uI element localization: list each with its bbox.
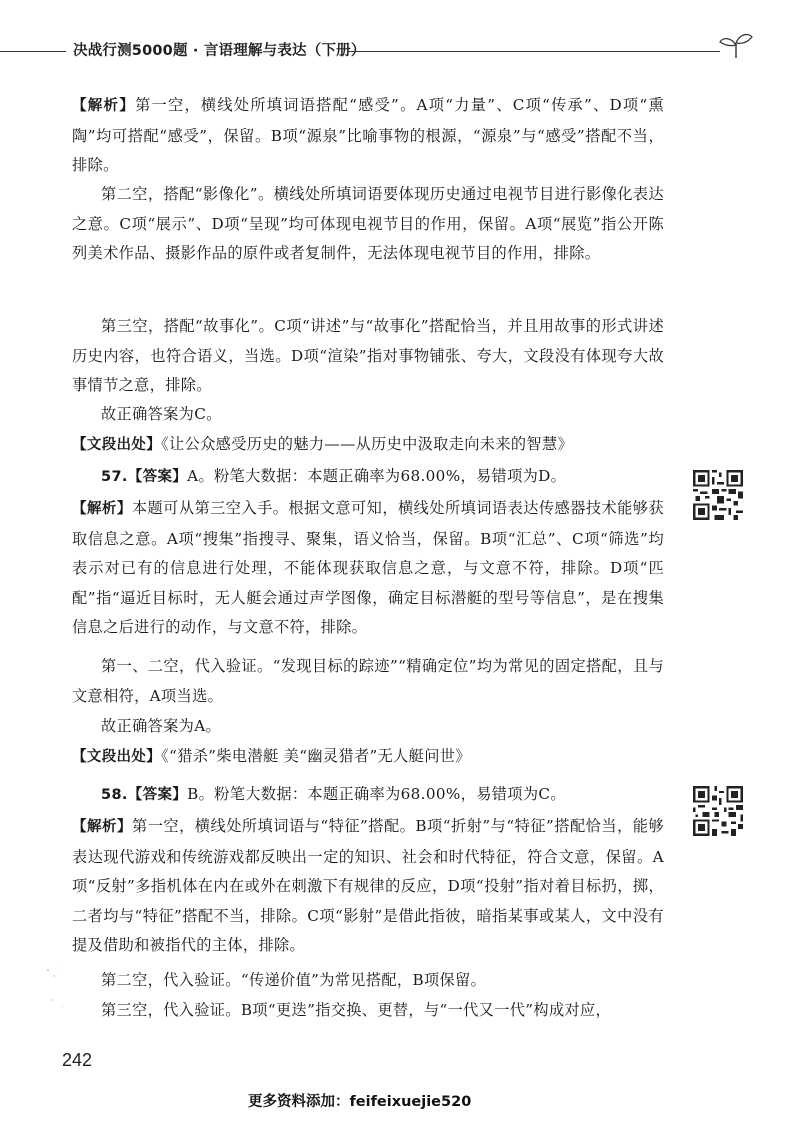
qr-code-icon xyxy=(693,786,743,836)
question-number: 57. xyxy=(101,469,128,485)
answer-text: A。粉笔大数据：本题正确率为68.00%，易错项为D。 xyxy=(187,467,567,485)
blank-three-paragraph: 第三空，搭配“故事化”。C项“讲述”与“故事化”搭配恰当，并且用故事的形式讲述历史内容，也符合语义，当选。D项“渲染”指对事物铺张、夸大，文段没有体现夸大故事情节之意，排除。 xyxy=(72,317,664,394)
sprout-icon xyxy=(716,30,756,60)
blank-three-paragraph-58: 第三空，代入验证。B项“更迭”指交换、更替，与“一代又一代”构成对应， xyxy=(101,1001,612,1019)
running-header-title: 决战行测5000题 · 言语理解与表达（下册） xyxy=(73,43,366,59)
analysis-text: 本题可从第三空入手。根据文意可知，横线处所填词语表达传感器技术能够获取信息之意。A项“搜集”指搜寻、聚集，语义恰当，保留。B项“汇总”、C项“筛选”均表示对已有的信息进行处理，不能体现获取信息之意，与文意不符，排除。D项“匹配”指“逼近目标时，无人艇会通过声学图像，确定目标潜艇的型号等信息”，是在搜集信息之后进行的动作，与文意不符，排除。 xyxy=(72,499,665,636)
analysis-label: 【解析】 xyxy=(72,98,136,114)
blank-two-paragraph-58: 第二空，代入验证。“传递价值”为常见搭配，B项保留。 xyxy=(101,971,487,989)
footer-note: 更多资料添加：feifeixuejie520 xyxy=(248,1094,472,1110)
source-paragraph-57 xyxy=(72,742,664,773)
source-title: 《“猎杀”柴电潜艇 美“幽灵猎者”无人艇问世》 xyxy=(161,747,471,765)
analysis-paragraph-57 xyxy=(72,494,664,643)
scan-speckle-marks xyxy=(40,960,80,1020)
header-rule-right xyxy=(348,51,720,52)
source-label: 【文段出处】 xyxy=(72,437,162,453)
analysis-label: 【解析】 xyxy=(72,501,132,517)
answer-paragraph-57 xyxy=(72,462,664,493)
analysis-paragraph-58 xyxy=(72,812,664,961)
page-number: 242 xyxy=(62,1050,93,1070)
analysis-label: 【解析】 xyxy=(72,819,133,835)
answer-conclusion: 故正确答案为C。 xyxy=(101,405,222,423)
answer-label: 【答案】 xyxy=(127,469,188,485)
qr-code-icon xyxy=(693,470,743,520)
answer-conclusion-57: 故正确答案为A。 xyxy=(101,717,222,735)
analysis-text: 第一空，横线处所填词语搭配“感受”。A项“力量”、C项“传承”、D项“熏陶”均可搭配“感受”，保留。B项“源泉”比喻事物的根源，“源泉”与“感受”搭配不当，排除。 xyxy=(72,96,664,174)
answer-paragraph-58 xyxy=(72,780,664,811)
source-label: 【文段出处】 xyxy=(72,749,162,765)
source-paragraph xyxy=(72,430,664,461)
source-title: 《让公众感受历史的魅力——从历史中汲取走向未来的智慧》 xyxy=(161,435,574,453)
answer-text: B。粉笔大数据：本题正确率为68.00%，易错项为C。 xyxy=(187,785,566,803)
blank-two-paragraph: 第二空，搭配“影像化”。横线处所填词语要体现历史通过电视节目进行影像化表达之意。C项“展示”、D项“呈现”均可体现电视节目的作用，保留。A项“展览”指公开陈列美术作品、摄影作品的原件或者复制件，无法体现电视节目的作用，排除。 xyxy=(72,185,664,262)
header-rule-left xyxy=(0,51,66,52)
analysis-paragraph xyxy=(72,91,664,181)
analysis-text: 第一空，横线处所填词语与“特征”搭配。B项“折射”与“特征”搭配恰当，能够表达现代游戏和传统游戏都反映出一定的知识、社会和时代特征，符合文意，保留。A项“反射”多指机体在内在或外在刺激下有规律的反应，D项“投射”指对着目标扔，掷，二者均与“特征”搭配不当，排除。C项“影射”是借此指彼，暗指某事或某人，文中没有提及借助和被指代的主体，排除。 xyxy=(72,817,664,954)
question-number: 58. xyxy=(101,787,128,803)
answer-label: 【答案】 xyxy=(127,787,188,803)
blank-one-two-paragraph: 第一、二空，代入验证。“发现目标的踪迹”“精确定位”均为常见的固定搭配，且与文意相符，A项当选。 xyxy=(72,657,664,705)
